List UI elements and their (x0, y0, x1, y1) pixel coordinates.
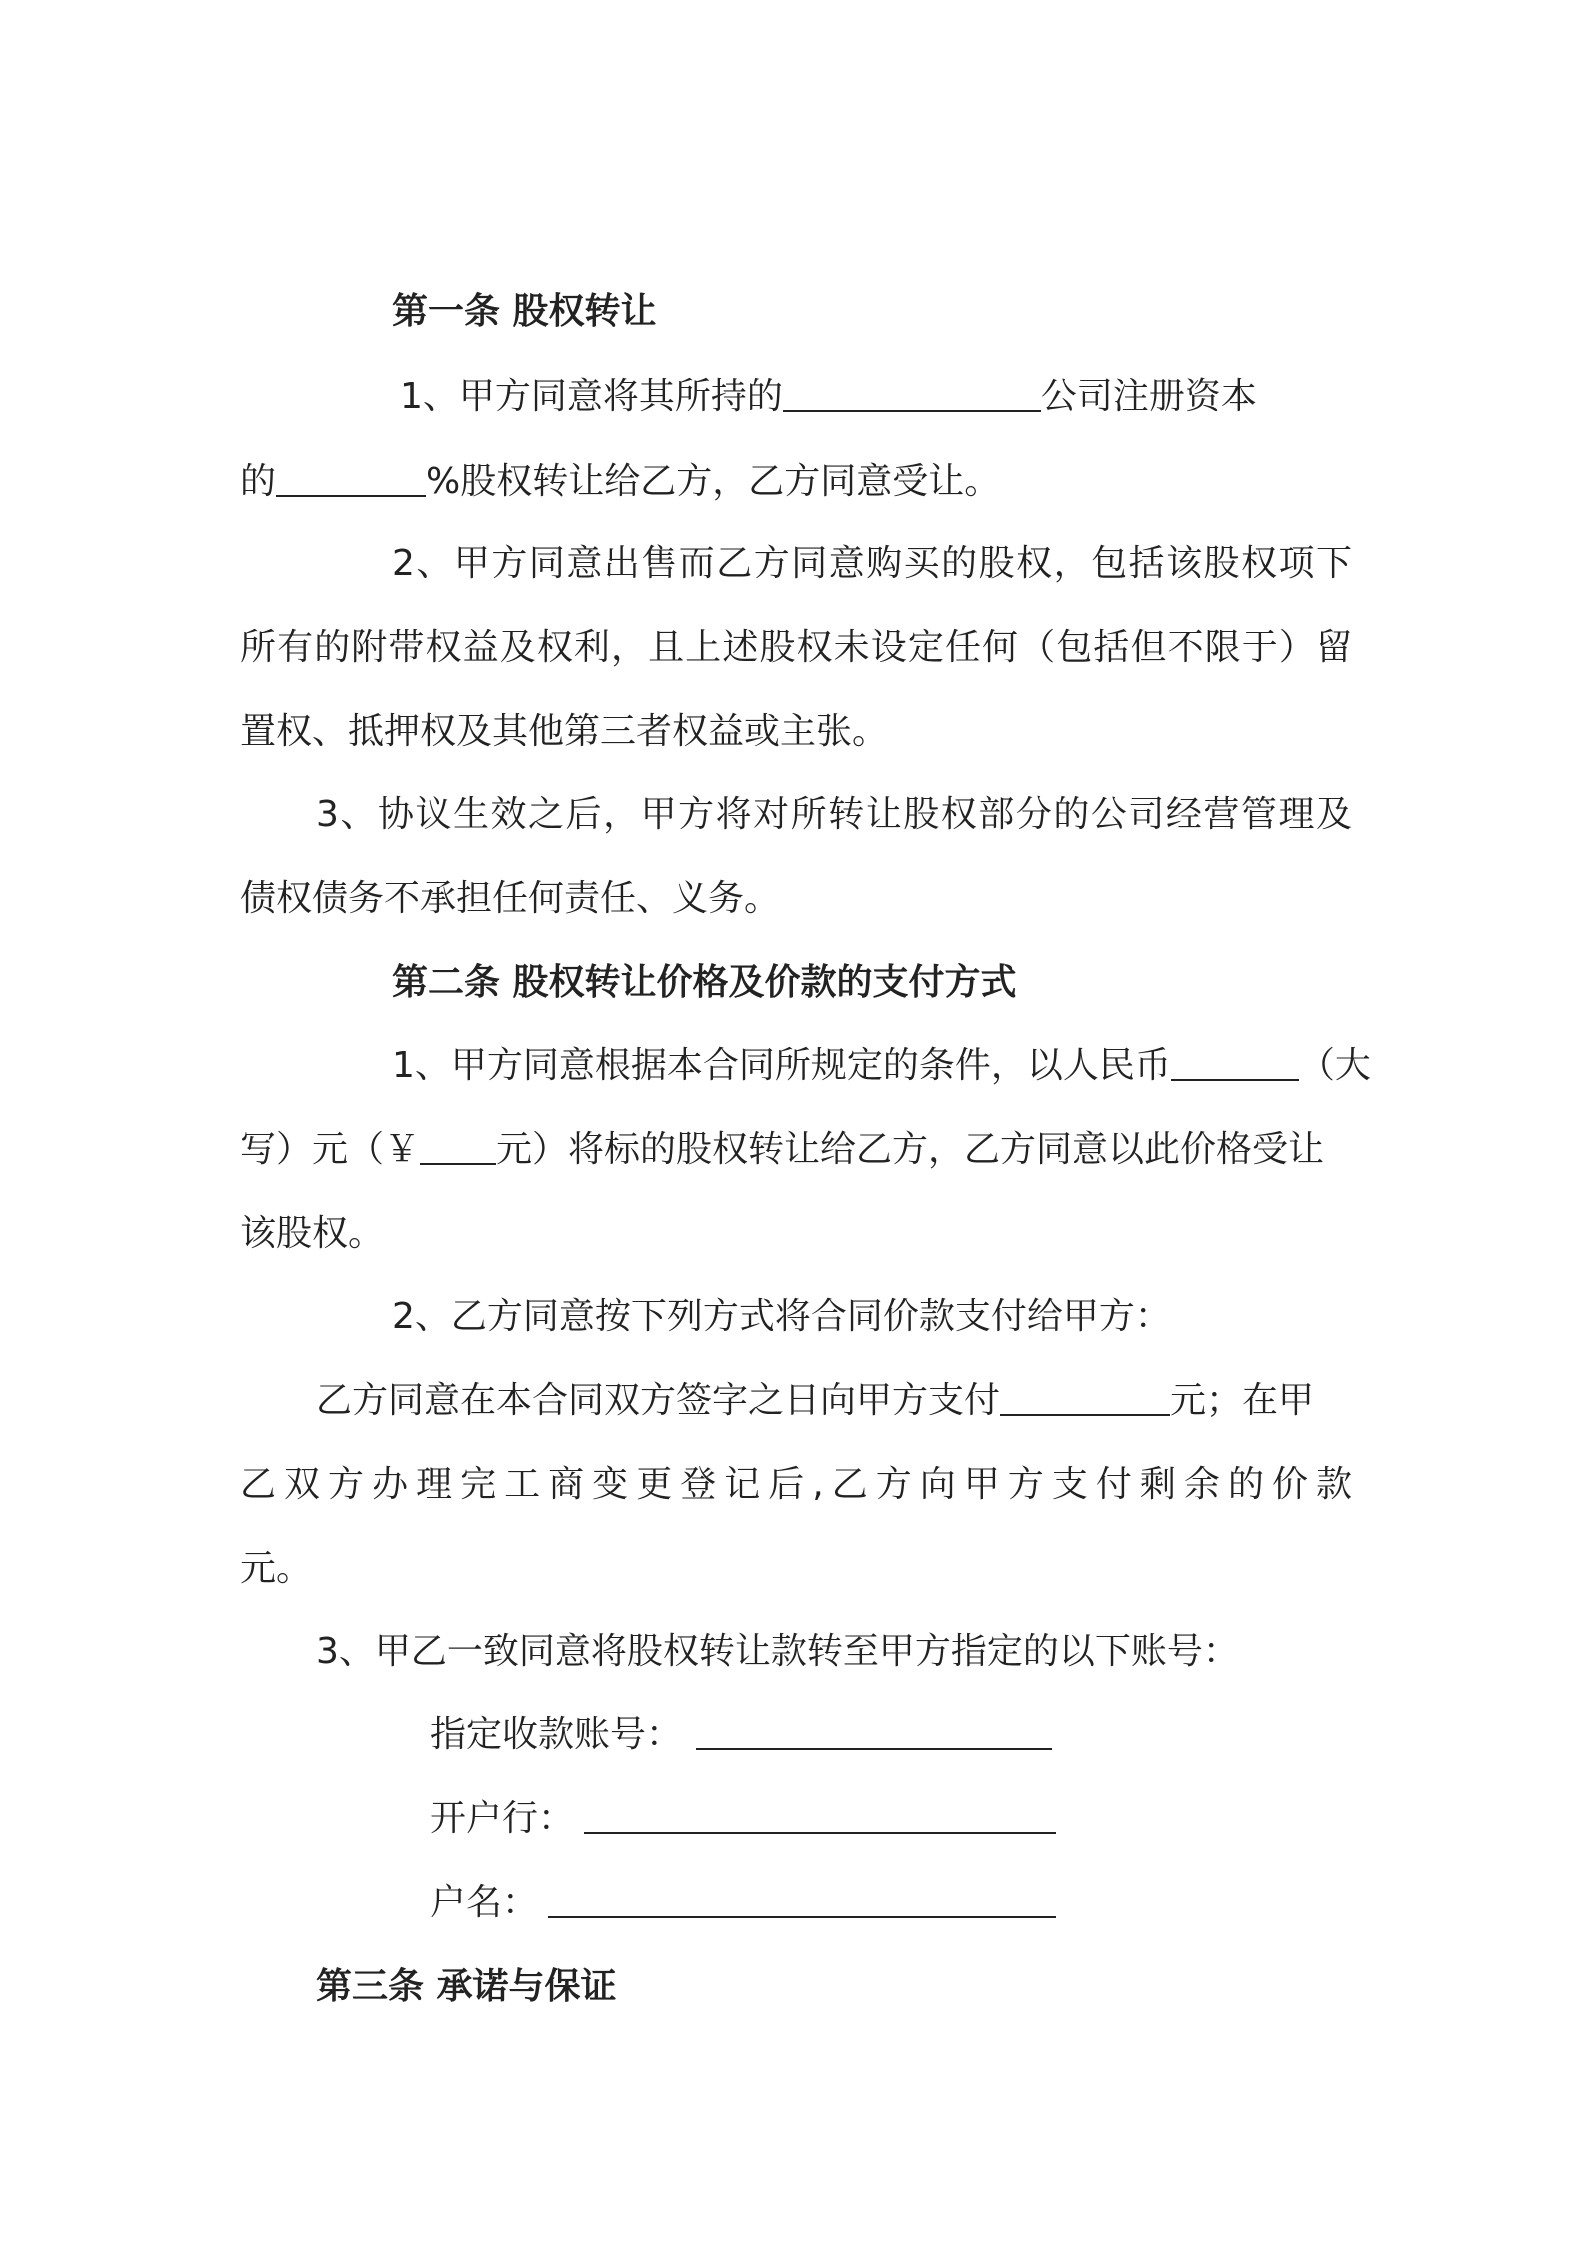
article-1-clause-3-line-1: 3、协议生效之后，甲方将对所转让股权部分的公司经营管理及 (316, 794, 1352, 835)
account-name-row (430, 1881, 1056, 1925)
article-2-heading: 第二条 股权转让价格及价款的支付方式 (392, 962, 1017, 1003)
article-1-clause-1-line-2 (240, 460, 1000, 504)
bank-row (430, 1797, 1056, 1841)
article-1-clause-3-line-2: 债权债务不承担任何责任、义务。 (240, 878, 781, 919)
clause-text: %股权转让给乙方，乙方同意受让。 (426, 461, 1001, 502)
clause-text: 元；在甲 (1170, 1380, 1315, 1421)
account-number-label: 指定收款账号： (430, 1714, 683, 1755)
article-2-clause-1-line-1 (392, 1044, 1371, 1088)
article-2-clause-1-line-3: 该股权。 (240, 1213, 385, 1254)
account-name-blank (548, 1882, 1056, 1918)
clause-text: 元）将标的股权转让给乙方，乙方同意以此价格受让 (496, 1129, 1325, 1170)
article-2-payment-line-1 (316, 1379, 1314, 1423)
article-1-heading: 第一条 股权转让 (392, 291, 657, 332)
clause-text: 写）元（￥ (240, 1129, 421, 1170)
article-1-clause-1-line-1 (400, 375, 1257, 419)
clause-text: 的 (240, 461, 277, 502)
article-2-clause-2: 2、乙方同意按下列方式将合同价款支付给甲方： (392, 1296, 1171, 1337)
bank-label: 开户行： (430, 1798, 575, 1839)
article-2-payment-line-2: 乙双方办理完工商变更登记后,乙方向甲方支付剩余的价款 (240, 1464, 1352, 1505)
first-payment-blank (1000, 1380, 1170, 1416)
amount-words-blank (1171, 1045, 1299, 1081)
article-2-clause-1-line-2 (240, 1128, 1324, 1172)
article-2-clause-3: 3、甲乙一致同意将股权转让款转至甲方指定的以下账号： (316, 1631, 1239, 1672)
percentage-blank (276, 461, 426, 497)
clause-text: 1、甲方同意根据本合同所规定的条件，以人民币 (392, 1045, 1171, 1086)
clause-text: 1、甲方同意将其所持的 (400, 376, 783, 417)
account-name-label: 户名： (430, 1882, 539, 1923)
bank-blank (584, 1798, 1056, 1834)
account-number-row (430, 1713, 1052, 1757)
clause-text: 乙方同意在本合同双方签字之日向甲方支付 (316, 1380, 1001, 1421)
article-1-clause-2-line-1: 2、甲方同意出售而乙方同意购买的股权，包括该股权项下 (392, 543, 1352, 584)
amount-figures-blank (420, 1129, 496, 1165)
article-1-clause-2-line-2: 所有的附带权益及权利，且上述股权未设定任何（包括但不限于）留 (240, 627, 1352, 668)
clause-text: （大 (1298, 1045, 1371, 1086)
clause-text: 公司注册资本 (1040, 376, 1257, 417)
article-3-heading: 第三条 承诺与保证 (316, 1966, 617, 2007)
article-2-payment-line-3: 元。 (240, 1548, 313, 1589)
article-1-clause-2-line-3: 置权、抵押权及其他第三者权益或主张。 (240, 711, 889, 752)
company-name-blank (783, 376, 1041, 412)
account-number-blank (696, 1714, 1052, 1750)
